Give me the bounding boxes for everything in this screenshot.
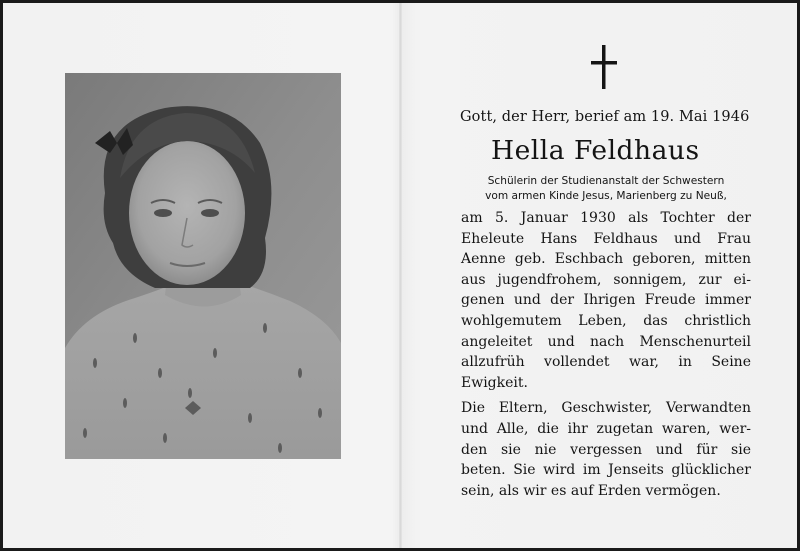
- obituary-body: [461, 208, 751, 501]
- school-line: vom armen Kinde Jesus, Marienberg zu Neuß,: [485, 190, 727, 202]
- text-line: Eheleute Hans Feldhaus und Frau: [461, 230, 751, 247]
- card-fold: [399, 3, 402, 548]
- paragraph-life: [461, 208, 751, 393]
- text-line: am 5. Januar 1930 als Tochter der: [461, 210, 751, 226]
- text-line: Aenne geb. Eschbach geboren, mitten: [461, 251, 751, 268]
- school-line: Schülerin der Studienanstalt der Schwestern: [487, 175, 725, 187]
- cross-icon: [589, 43, 619, 91]
- portrait-photo: [65, 73, 341, 459]
- text-line: angeleitet und nach Menschenurteil: [461, 333, 751, 350]
- school-affiliation: [461, 174, 751, 204]
- text-line: genen und der Ihrigen Freude immer: [461, 292, 751, 309]
- text-line: und Alle, die ihr zugetan waren, wer-: [461, 420, 751, 437]
- memorial-card: [3, 3, 797, 548]
- text-line: aus jugendfrohem, sonnigem, zur ei-: [461, 271, 751, 288]
- text-line: Die Eltern, Geschwister, Verwandten: [461, 400, 751, 417]
- text-line: sein, als wir es auf Erden vermögen.: [461, 482, 721, 499]
- paragraph-family: [461, 398, 751, 501]
- death-announcement: Gott, der Herr, berief am 19. Mai 1946: [460, 109, 750, 125]
- text-line: Ewigkeit.: [461, 374, 528, 391]
- text-line: beten. Sie wird im Jenseits glücklicher: [461, 462, 751, 479]
- text-line: wohlgemutem Leben, das christlich: [461, 312, 751, 329]
- text-line: allzufrüh vollendet war, in Seine: [461, 354, 751, 371]
- text-line: den sie nie vergessen und für sie: [461, 441, 751, 458]
- deceased-name: Hella Feldhaus: [491, 135, 700, 166]
